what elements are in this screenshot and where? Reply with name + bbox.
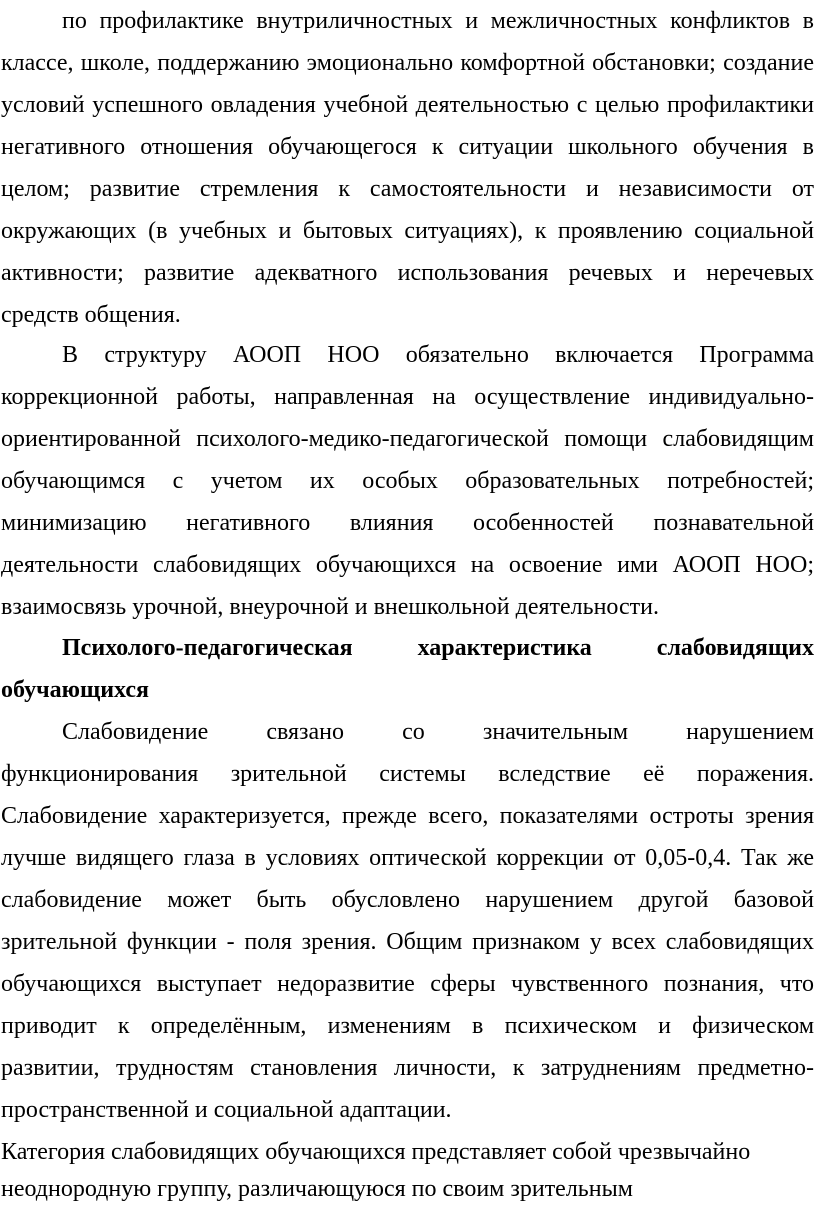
text-line: Категория слабовидящих обучающихся представляет собой чрезвычайно — [1, 1139, 751, 1165]
text-line: В структуру АООП НОО обязательно включается Программа — [62, 342, 814, 368]
text-line: неоднородную группу, различающуюся по своим зрительным — [1, 1176, 633, 1202]
text-line: обучающихся выступает недоразвитие сферы чувственного познания, что — [1, 971, 814, 997]
paragraph-low-vision — [1, 711, 814, 1131]
text-line: классе, школе, поддержанию эмоционально комфортной обстановки; создание — [1, 50, 814, 76]
text-line: обучающимся с учетом их особых образовательных потребностей; — [1, 468, 814, 494]
text-line: приводит к определённым, изменениям в психическом и физическом — [1, 1013, 814, 1039]
text-line: зрительной функции - поля зрения. Общим признаком у всех слабовидящих — [1, 929, 814, 955]
paragraph-correction-program — [1, 334, 814, 628]
text-line: лучше видящего глаза в условиях оптической коррекции от 0,05-0,4. Так же — [1, 845, 814, 871]
text-line: средств общения. — [1, 302, 181, 328]
text-line: деятельности слабовидящих обучающихся на освоение ими АООП НОО; — [1, 552, 814, 578]
text-line: взаимосвязь урочной, внеурочной и внешкольной деятельности. — [1, 594, 660, 620]
text-line: по профилактике внутриличностных и межличностных конфликтов в — [62, 8, 814, 34]
paragraph-prevention — [1, 0, 814, 336]
text-line: пространственной и социальной адаптации. — [1, 1097, 452, 1123]
text-line: активности; развитие адекватного использования речевых и неречевых — [1, 260, 814, 286]
heading-line: обучающихся — [1, 677, 149, 703]
text-line: условий успешного овладения учебной деятельностью с целью профилактики — [1, 92, 814, 118]
heading-line: Психолого-педагогическая характеристика слабовидящих — [62, 635, 814, 661]
section-heading — [1, 627, 814, 711]
paragraph-category — [1, 1134, 814, 1208]
text-line: слабовидение может быть обусловлено нарушением другой базовой — [1, 887, 814, 913]
text-line: функционирования зрительной системы вследствие её поражения. — [1, 761, 814, 787]
text-line: минимизацию негативного влияния особенностей познавательной — [1, 510, 814, 536]
text-line: ориентированной психолого-медико-педагогической помощи слабовидящим — [1, 426, 814, 452]
text-line: Слабовидение связано со значительным нарушением — [62, 719, 814, 745]
text-line: развитии, трудностям становления личности, к затруднениям предметно- — [1, 1055, 814, 1081]
text-line: окружающих (в учебных и бытовых ситуациях), к проявлению социальной — [1, 218, 814, 244]
text-line: целом; развитие стремления к самостоятельности и независимости от — [1, 176, 814, 202]
text-line: Слабовидение характеризуется, прежде всего, показателями остроты зрения — [1, 803, 814, 829]
text-line: коррекционной работы, направленная на осуществление индивидуально- — [1, 384, 814, 410]
text-line: негативного отношения обучающегося к ситуации школьного обучения в — [1, 134, 814, 160]
